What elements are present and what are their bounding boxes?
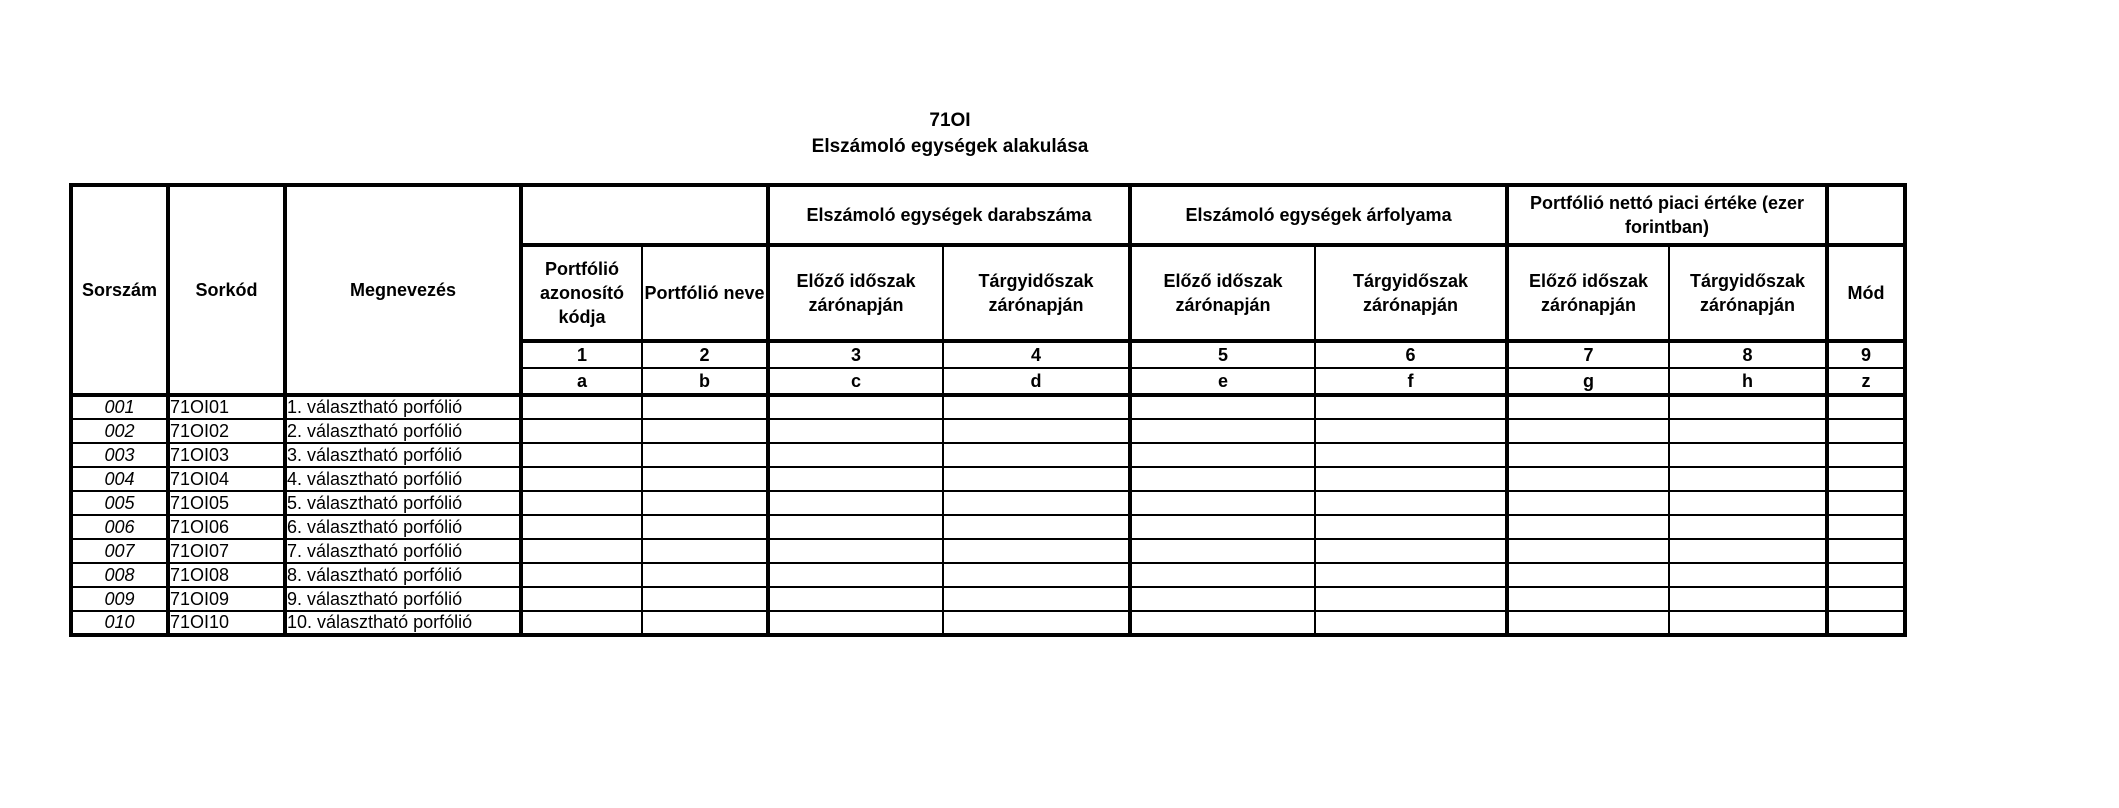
input-cell-d[interactable] [943, 419, 1130, 443]
group-header-darabszam: Elszámoló egységek darabszáma [768, 185, 1130, 245]
input-cell-z[interactable] [1827, 587, 1905, 611]
input-cell-z[interactable] [1827, 467, 1905, 491]
input-cell-b[interactable] [642, 395, 768, 419]
input-cell-e[interactable] [1130, 587, 1315, 611]
input-cell-z[interactable] [1827, 419, 1905, 443]
col-header-darab-targy: Tárgyidőszak zárónapján [943, 245, 1130, 341]
input-cell-c[interactable] [768, 611, 943, 635]
input-cell-e[interactable] [1130, 443, 1315, 467]
row-name: 1. választható porfólió [285, 395, 521, 419]
input-cell-z[interactable] [1827, 491, 1905, 515]
input-cell-h[interactable] [1669, 611, 1827, 635]
input-cell-a[interactable] [521, 539, 642, 563]
col-header-arfolyam-elozo: Előző időszak zárónapján [1130, 245, 1315, 341]
input-cell-a[interactable] [521, 443, 642, 467]
table-row [71, 443, 1905, 467]
input-cell-b[interactable] [642, 419, 768, 443]
input-cell-a[interactable] [521, 587, 642, 611]
col-number-9: 9 [1827, 341, 1905, 368]
row-num: 007 [71, 539, 168, 563]
col-letter-f: f [1315, 368, 1507, 395]
table-body [71, 395, 1905, 635]
input-cell-f[interactable] [1315, 491, 1507, 515]
row-code: 71OI03 [168, 443, 285, 467]
input-cell-h[interactable] [1669, 539, 1827, 563]
input-cell-a[interactable] [521, 515, 642, 539]
input-cell-e[interactable] [1130, 419, 1315, 443]
col-number-1: 1 [521, 341, 642, 368]
col-number-6: 6 [1315, 341, 1507, 368]
input-cell-e[interactable] [1130, 539, 1315, 563]
table-code: 71OI [929, 110, 971, 131]
input-cell-f[interactable] [1315, 515, 1507, 539]
col-letter-h: h [1669, 368, 1827, 395]
input-cell-h[interactable] [1669, 419, 1827, 443]
input-cell-c[interactable] [768, 419, 943, 443]
input-cell-a[interactable] [521, 467, 642, 491]
input-cell-h[interactable] [1669, 395, 1827, 419]
input-cell-z[interactable] [1827, 539, 1905, 563]
input-cell-g[interactable] [1507, 587, 1669, 611]
row-code: 71OI08 [168, 563, 285, 587]
table-row [71, 563, 1905, 587]
row-name: 2. választható porfólió [285, 419, 521, 443]
col-header-portfolio-azonosito: Portfólió azonosító kódja [521, 245, 642, 341]
table-row [71, 515, 1905, 539]
row-num: 003 [71, 443, 168, 467]
table-row [71, 491, 1905, 515]
input-cell-f[interactable] [1315, 443, 1507, 467]
input-cell-b[interactable] [642, 491, 768, 515]
input-cell-z[interactable] [1827, 563, 1905, 587]
col-letter-b: b [642, 368, 768, 395]
group-header-empty [521, 185, 768, 245]
input-cell-h[interactable] [1669, 563, 1827, 587]
input-cell-e[interactable] [1130, 515, 1315, 539]
input-cell-a[interactable] [521, 419, 642, 443]
input-cell-f[interactable] [1315, 539, 1507, 563]
input-cell-c[interactable] [768, 515, 943, 539]
input-cell-z[interactable] [1827, 611, 1905, 635]
table-row [71, 467, 1905, 491]
row-code: 71OI06 [168, 515, 285, 539]
input-cell-d[interactable] [943, 587, 1130, 611]
col-header-portfolio-neve: Portfólió neve [642, 245, 768, 341]
input-cell-e[interactable] [1130, 563, 1315, 587]
row-name: 6. választható porfólió [285, 515, 521, 539]
input-cell-d[interactable] [943, 563, 1130, 587]
page-title: Elszámoló egységek alakulása [811, 136, 1089, 157]
input-cell-b[interactable] [642, 539, 768, 563]
input-cell-a[interactable] [521, 491, 642, 515]
row-num: 008 [71, 563, 168, 587]
input-cell-h[interactable] [1669, 515, 1827, 539]
input-cell-h[interactable] [1669, 587, 1827, 611]
row-code: 71OI10 [168, 611, 285, 635]
row-code: 71OI01 [168, 395, 285, 419]
col-number-5: 5 [1130, 341, 1315, 368]
input-cell-e[interactable] [1130, 491, 1315, 515]
input-cell-b[interactable] [642, 587, 768, 611]
report-table [69, 183, 1907, 637]
input-cell-c[interactable] [768, 563, 943, 587]
input-cell-a[interactable] [521, 563, 642, 587]
group-header-netto: Portfólió nettó piaci értéke (ezer forintban) [1507, 185, 1827, 245]
input-cell-b[interactable] [642, 563, 768, 587]
row-num: 004 [71, 467, 168, 491]
input-cell-c[interactable] [768, 491, 943, 515]
input-cell-d[interactable] [943, 443, 1130, 467]
row-code: 71OI07 [168, 539, 285, 563]
col-number-8: 8 [1669, 341, 1827, 368]
input-cell-f[interactable] [1315, 587, 1507, 611]
input-cell-h[interactable] [1669, 443, 1827, 467]
input-cell-d[interactable] [943, 539, 1130, 563]
input-cell-g[interactable] [1507, 563, 1669, 587]
group-header-arfolyam: Elszámoló egységek árfolyama [1130, 185, 1507, 245]
input-cell-h[interactable] [1669, 491, 1827, 515]
input-cell-g[interactable] [1507, 419, 1669, 443]
row-name: 7. választható porfólió [285, 539, 521, 563]
input-cell-g[interactable] [1507, 443, 1669, 467]
input-cell-f[interactable] [1315, 419, 1507, 443]
table-row [71, 611, 1905, 635]
input-cell-e[interactable] [1130, 395, 1315, 419]
col-number-4: 4 [943, 341, 1130, 368]
input-cell-g[interactable] [1507, 611, 1669, 635]
table-row [71, 395, 1905, 419]
col-letter-g: g [1507, 368, 1669, 395]
row-num: 009 [71, 587, 168, 611]
input-cell-h[interactable] [1669, 467, 1827, 491]
table-row [71, 587, 1905, 611]
row-num: 001 [71, 395, 168, 419]
input-cell-d[interactable] [943, 491, 1130, 515]
row-name: 10. választható porfólió [285, 611, 521, 635]
col-header-netto-targy: Tárgyidőszak zárónapján [1669, 245, 1827, 341]
input-cell-g[interactable] [1507, 467, 1669, 491]
input-cell-a[interactable] [521, 611, 642, 635]
row-num: 002 [71, 419, 168, 443]
input-cell-e[interactable] [1130, 611, 1315, 635]
table-row [71, 539, 1905, 563]
input-cell-c[interactable] [768, 467, 943, 491]
input-cell-b[interactable] [642, 515, 768, 539]
row-code: 71OI04 [168, 467, 285, 491]
row-code: 71OI05 [168, 491, 285, 515]
row-num: 006 [71, 515, 168, 539]
input-cell-g[interactable] [1507, 539, 1669, 563]
col-header-sorszam: Sorszám [71, 185, 168, 395]
input-cell-a[interactable] [521, 395, 642, 419]
table-row [71, 419, 1905, 443]
row-name: 8. választható porfólió [285, 563, 521, 587]
row-num: 005 [71, 491, 168, 515]
page-title-block [0, 108, 1900, 160]
input-cell-z[interactable] [1827, 443, 1905, 467]
row-code: 71OI02 [168, 419, 285, 443]
row-num: 010 [71, 611, 168, 635]
input-cell-c[interactable] [768, 443, 943, 467]
input-cell-b[interactable] [642, 467, 768, 491]
col-letter-z: z [1827, 368, 1905, 395]
input-cell-c[interactable] [768, 539, 943, 563]
col-header-arfolyam-targy: Tárgyidőszak zárónapján [1315, 245, 1507, 341]
row-name: 9. választható porfólió [285, 587, 521, 611]
input-cell-d[interactable] [943, 467, 1130, 491]
input-cell-g[interactable] [1507, 515, 1669, 539]
col-header-netto-elozo: Előző időszak zárónapján [1507, 245, 1669, 341]
group-header-mod-empty [1827, 185, 1905, 245]
col-number-3: 3 [768, 341, 943, 368]
col-number-7: 7 [1507, 341, 1669, 368]
input-cell-b[interactable] [642, 443, 768, 467]
input-cell-e[interactable] [1130, 467, 1315, 491]
col-letter-a: a [521, 368, 642, 395]
input-cell-f[interactable] [1315, 563, 1507, 587]
col-letter-e: e [1130, 368, 1315, 395]
col-letter-d: d [943, 368, 1130, 395]
input-cell-g[interactable] [1507, 491, 1669, 515]
input-cell-b[interactable] [642, 611, 768, 635]
col-header-mod: Mód [1827, 245, 1905, 341]
input-cell-d[interactable] [943, 611, 1130, 635]
input-cell-c[interactable] [768, 587, 943, 611]
row-code: 71OI09 [168, 587, 285, 611]
input-cell-f[interactable] [1315, 611, 1507, 635]
col-header-darab-elozo: Előző időszak zárónapján [768, 245, 943, 341]
col-header-sorkod: Sorkód [168, 185, 285, 395]
row-name: 5. választható porfólió [285, 491, 521, 515]
input-cell-f[interactable] [1315, 395, 1507, 419]
col-number-2: 2 [642, 341, 768, 368]
input-cell-d[interactable] [943, 515, 1130, 539]
input-cell-c[interactable] [768, 395, 943, 419]
input-cell-f[interactable] [1315, 467, 1507, 491]
input-cell-z[interactable] [1827, 515, 1905, 539]
col-header-megnevezes: Megnevezés [285, 185, 521, 395]
row-name: 3. választható porfólió [285, 443, 521, 467]
input-cell-g[interactable] [1507, 395, 1669, 419]
input-cell-d[interactable] [943, 395, 1130, 419]
input-cell-z[interactable] [1827, 395, 1905, 419]
row-name: 4. választható porfólió [285, 467, 521, 491]
col-letter-c: c [768, 368, 943, 395]
